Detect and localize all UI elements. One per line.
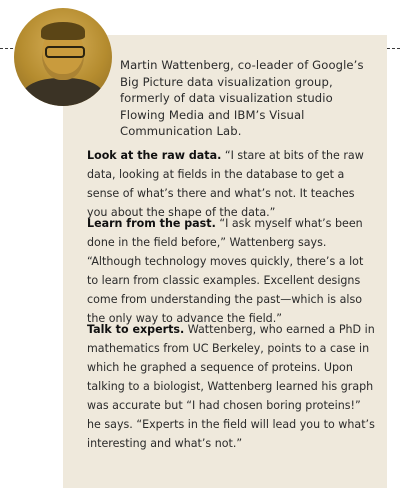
portrait-photo <box>14 8 112 106</box>
tip-heading: Look at the raw data. <box>87 149 222 162</box>
portrait-glasses <box>45 46 85 58</box>
tip-text: “I ask myself what’s been done in the field before,” Wattenberg says. “Although technology moves quickly, there’s a lot to learn from classic examples. Excellent designs come from understanding the past—which is also the only way to advance the field.” <box>87 217 364 325</box>
portrait-hair <box>41 22 85 40</box>
tip-text: Wattenberg, who earned a PhD in mathematics from UC Berkeley, points to a case in which he graphed a sequence of proteins. Upon talking to a biologist, Wattenberg learned his graph was accurate but “I had chosen boring proteins!” he says. “Experts in the field will lead you to what’s interesting and what’s not.” <box>87 323 375 450</box>
tip-learn-past <box>87 214 377 328</box>
bio-text: Martin Wattenberg, co-leader of Google’s Big Picture data visualization group, formerly of data visualization studio Flowing Media and IBM’s Visual Communication Lab. <box>120 58 364 138</box>
tip-raw-data <box>87 146 377 222</box>
tip-text: “I stare at bits of the raw data, looking at fields in the database to get a sense of what’s there and what’s not. It teaches you about the shape of the data.” <box>87 149 364 219</box>
tip-talk-experts <box>87 320 377 453</box>
tip-heading: Learn from the past. <box>87 217 216 230</box>
portrait-shirt <box>22 78 104 106</box>
tip-heading: Talk to experts. <box>87 323 185 336</box>
